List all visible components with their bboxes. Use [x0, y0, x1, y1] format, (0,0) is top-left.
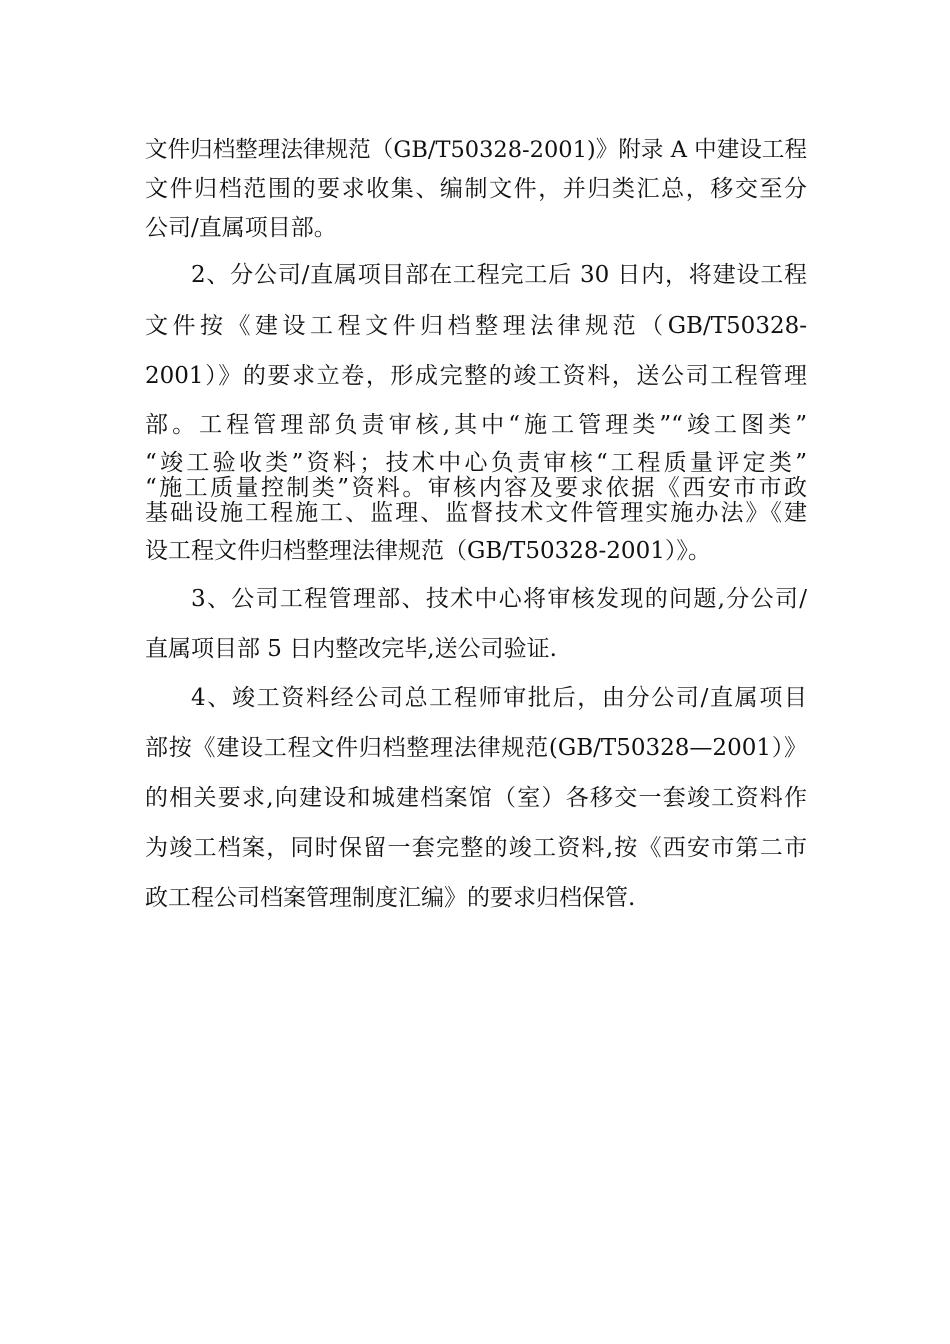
paragraph-2-line-4: 部。工程管理部负责审核,其中“施工管理类”“竣工图类” [145, 412, 807, 438]
paragraph-4-line-2: 部按《建设工程文件归档整理法律规范(GB/T50328—2001）》 [145, 735, 807, 761]
paragraph-1-line-3: 公司/直属项目部。 [145, 215, 337, 241]
paragraph-2-line-6: “施工质量控制类”资料。审核内容及要求依据《西安市市政 [145, 475, 807, 501]
paragraph-1-line-1: 文件归档整理法律规范（GB/T50328-2001)》附录 A 中建设工程 [145, 137, 807, 163]
paragraph-1-line-2: 文件归档范围的要求收集、编制文件，并归类汇总，移交至分 [145, 176, 807, 202]
paragraph-2-line-2: 文件按《建设工程文件归档整理法律规范（GB/T50328- [145, 313, 807, 339]
paragraph-2-line-7: 基础设施工程施工、监理、监督技术文件管理实施办法》《建 [145, 500, 807, 526]
paragraph-4-line-1: 4、竣工资料经公司总工程师审批后，由分公司/直属项目 [191, 685, 807, 711]
paragraph-3-line-2: 直属项目部 5 日内整改完毕,送公司验证. [145, 636, 557, 662]
paragraph-4-line-4: 为竣工档案，同时保留一套完整的竣工资料,按《西安市第二市 [145, 835, 807, 861]
paragraph-2-line-1: 2、分公司/直属项目部在工程完工后 30 日内，将建设工程 [191, 262, 807, 288]
paragraph-3-line-1: 3、公司工程管理部、技术中心将审核发现的问题,分公司/ [191, 586, 807, 612]
paragraph-2-line-5: “竣工验收类”资料；技术中心负责审核“工程质量评定类” [145, 450, 807, 476]
paragraph-2-line-3: 2001）》的要求立卷，形成完整的竣工资料，送公司工程管理 [145, 363, 807, 389]
paragraph-4-line-3: 的相关要求,向建设和城建档案馆（室）各移交一套竣工资料作 [145, 785, 807, 811]
paragraph-4-line-5: 政工程公司档案管理制度汇编》的要求归档保管. [145, 885, 636, 911]
paragraph-2-line-8: 设工程文件归档整理法律规范（GB/T50328-2001）》。 [145, 538, 711, 564]
